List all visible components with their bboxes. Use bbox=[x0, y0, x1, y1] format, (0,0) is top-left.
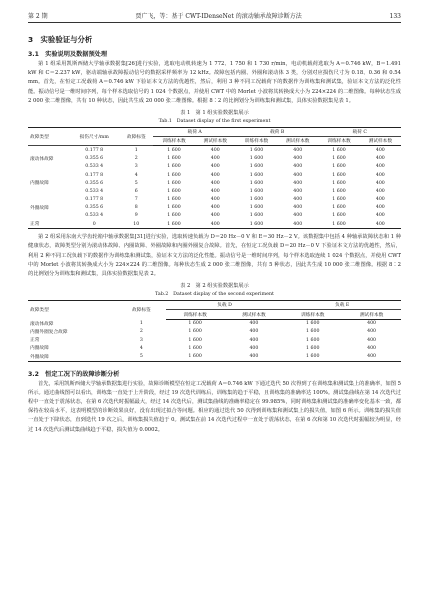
table1-header-fault: 故障类型 bbox=[28, 128, 69, 146]
table1-cell-size: 0.533 4 bbox=[85, 188, 104, 194]
table-row bbox=[28, 155, 401, 163]
table1-header-train: 训练样本数 bbox=[236, 137, 277, 146]
table2-cell-e-test: 400 bbox=[367, 337, 377, 343]
table1-header-test: 测试样本数 bbox=[277, 137, 318, 146]
table1-cell-b-test: 400 bbox=[293, 172, 303, 178]
section-title: 3 实验验证与分析 bbox=[28, 35, 93, 44]
table1-cell-b-train: 1 600 bbox=[249, 188, 264, 194]
table1-cell-b-test: 400 bbox=[293, 180, 303, 186]
table2-caption-cn: 表 2 第 2 组实验数据集展示 bbox=[180, 283, 249, 290]
table1-cell-size: 0.355 6 bbox=[85, 205, 104, 211]
table1-cell-b-test: 400 bbox=[293, 164, 303, 170]
table1-cell-size: 0.355 6 bbox=[85, 156, 104, 162]
table1-cell-label: 6 bbox=[134, 188, 138, 194]
table1-cell-fault bbox=[28, 171, 69, 179]
table1-cell-fault bbox=[28, 163, 69, 171]
table1-cell-b-test: 400 bbox=[293, 213, 303, 219]
table2-cell-label: 2 bbox=[139, 329, 143, 335]
subsection-title-3-1: 3.1 实验说明及数据预处理 bbox=[28, 51, 108, 58]
table-row bbox=[28, 328, 401, 336]
table1-cell-a-test: 400 bbox=[210, 172, 220, 178]
table1-cell-a-train: 1 600 bbox=[167, 221, 181, 227]
table1-cell-label: 3 bbox=[134, 164, 138, 170]
table1-cell-b-train: 1 600 bbox=[249, 197, 264, 203]
table1-cell-size: 0.533 4 bbox=[85, 213, 104, 219]
table1-cell-c-test: 400 bbox=[375, 213, 385, 219]
table2-cell-e-test: 400 bbox=[367, 345, 377, 351]
table1-cell-label: 5 bbox=[134, 180, 138, 186]
table2-cell-label: 5 bbox=[139, 354, 143, 359]
table1-cell-size: 0.533 4 bbox=[85, 164, 104, 170]
table-row bbox=[28, 212, 401, 220]
table2 bbox=[28, 300, 401, 361]
table2-cell-e-test: 400 bbox=[367, 329, 377, 335]
table1-cell-c-test: 400 bbox=[375, 188, 385, 194]
table-row bbox=[28, 336, 401, 344]
table2-cell-e-train: 1 600 bbox=[306, 321, 320, 327]
table1-cell-a-test: 400 bbox=[210, 188, 220, 194]
table1-cell-a-test: 400 bbox=[210, 147, 220, 153]
table1-cell-a-test: 400 bbox=[210, 164, 220, 170]
table1-header-size: 损伤尺寸/mm bbox=[69, 128, 119, 146]
running-header bbox=[28, 0, 401, 23]
table2-header-test: 测试样本数 bbox=[225, 310, 284, 319]
table1-cell-c-train: 1 600 bbox=[332, 221, 346, 227]
table1-cell-b-train: 1 600 bbox=[249, 213, 264, 219]
table2-header-label: 故障标签 bbox=[131, 308, 151, 314]
table1-cell-b-train: 1 600 bbox=[249, 180, 264, 186]
table1-cell-c-test: 400 bbox=[375, 205, 385, 211]
table-row bbox=[28, 344, 401, 352]
table1-cell-b-train: 1 600 bbox=[249, 205, 264, 211]
paragraph-dataset-1: 第 1 组采用凯斯西储大学轴承数据集[26]进行实验，选取电动机转速为 1 772、1 750 和 1 730 r/min，电动机载荷选取为 A＝0.746 kW，B＝1.491 kW 和 C＝2.237 kW，驱动端轴承故障振动信号的数据采样频率为 12 kHz。故障包括内圈、外圈和滚动体 3 类，分别对应损伤尺寸为 0.18、0.36 和 0.54 mm。首先，在恒定工况载荷 A＝0.746 kW 下验证本文方法的优越性，然后，利用 3 种不同工况载荷下的数据作为训练集和测试集，验证本文方法的泛化性能。振动信号是一维时间序列，每个样本选取信号的 1 024 个数据点，并使用 CWT 中的 Morlet 小波将其转换成大小为 224×224 的二维图像。每种状态生成 2 000 张二维图像，共有 10 种状态，因此共生成 20 000 张二维图像。根据 8∶2 的比例划分为训练集和测试集，具体实验数据集见表 1。 bbox=[28, 61, 401, 104]
table1-cell-fault bbox=[28, 146, 69, 155]
table1-cell-label: 9 bbox=[134, 213, 138, 219]
table2-cell-e-test: 400 bbox=[367, 354, 377, 359]
table1-cell-b-train: 1 600 bbox=[249, 147, 264, 153]
table2-cell-fault: 外圈故障 bbox=[30, 354, 49, 360]
table1 bbox=[28, 127, 401, 229]
table1-cell-a-train: 1 600 bbox=[167, 147, 181, 153]
table1-header-test: 测试样本数 bbox=[195, 137, 236, 146]
table2-cell-fault: 滚动体故障 bbox=[30, 321, 54, 327]
table1-header-test: 测试样本数 bbox=[360, 137, 401, 146]
table2-cell-label: 3 bbox=[139, 337, 143, 343]
table2-header-test: 测试样本数 bbox=[342, 310, 401, 319]
table1-header-label: 故障标签 bbox=[119, 128, 153, 146]
table1-cell-size: 0.177 8 bbox=[85, 172, 104, 178]
table2-header-load: 负载 D bbox=[166, 301, 284, 310]
table1-cell-c-train: 1 600 bbox=[332, 147, 346, 153]
table-row bbox=[28, 163, 401, 171]
table1-cell-a-test: 400 bbox=[210, 205, 220, 211]
table1-cell-b-train: 1 600 bbox=[249, 172, 264, 178]
table-row bbox=[28, 146, 401, 155]
table1-cell-label: 8 bbox=[134, 205, 138, 211]
table-row bbox=[28, 204, 401, 212]
table2-cell-d-train: 1 600 bbox=[188, 329, 202, 335]
table1-cell-c-train: 1 600 bbox=[332, 164, 346, 170]
table1-cell-c-train: 1 600 bbox=[332, 172, 346, 178]
table2-cell-fault: 正常 bbox=[30, 338, 40, 344]
table1-cell-c-test: 400 bbox=[375, 197, 385, 203]
table2-cell-d-test: 400 bbox=[249, 321, 259, 327]
table1-cell-a-train: 1 600 bbox=[167, 205, 181, 211]
table1-cell-fault: 正常 bbox=[30, 222, 40, 228]
table1-cell-a-test: 400 bbox=[210, 213, 220, 219]
table1-cell-fault: 内圈故障 bbox=[30, 181, 49, 187]
table2-header-load: 负载 E bbox=[283, 301, 401, 310]
table-row bbox=[28, 171, 401, 179]
table2-cell-e-train: 1 600 bbox=[306, 354, 320, 359]
table1-cell-label: 10 bbox=[133, 221, 140, 227]
table2-cell-d-test: 400 bbox=[249, 345, 259, 351]
table1-cell-a-test: 400 bbox=[210, 221, 220, 227]
table1-header-load: 载荷 A bbox=[153, 128, 236, 137]
table2-cell-d-train: 1 600 bbox=[188, 337, 202, 343]
table1-cell-fault bbox=[28, 212, 69, 220]
table1-cell-a-test: 400 bbox=[210, 156, 220, 162]
table1-cell-b-train: 1 600 bbox=[249, 164, 264, 170]
table1-cell-a-train: 1 600 bbox=[167, 180, 181, 186]
table1-cell-b-test: 400 bbox=[293, 197, 303, 203]
table1-cell-fault: 外圈故障 bbox=[30, 205, 49, 211]
table1-cell-size: 0 bbox=[92, 221, 96, 227]
table1-cell-b-train: 1 600 bbox=[249, 221, 264, 227]
table2-cell-d-train: 1 600 bbox=[188, 354, 202, 359]
table1-header-load: 载荷 B bbox=[236, 128, 319, 137]
table2-cell-label: 1 bbox=[139, 321, 143, 326]
paragraph-constant-condition: 首先，采用凯斯西储大学轴承数据集进行实验，故障诊断模型在恒定工况载荷 A＝0.746 kW 下通过迭代 50 次得到了在训练集和测试集上的准确率，如图 5 所示。通过曲线图可以看出，训练集一直处于上升阶段，经过 19 次迭代训练后，训练集的趋于平稳，且训练集的准确率达 100%。测试集曲线在第 14 次迭代过程中一直处于震荡状态，在第 6 次迭代时振幅最大，经过 14 次迭代后，测试集曲线的准确率稳定在 99.985%，同时训练集和测试集的准确率变化基本一致，都保持在较高水平，这表明模型的诊断效果良好，没有出现过拟合等问题。相应的通过迭代 50 次得到训练集和测试集上的损失值，如图 6 所示。训练集的损失值一直处于下降状态，直到迭代 19 次之后，训练集损失值趋于 0。测试集在前 14 次迭代过程中一直处于震荡状态，在第 6 次和第 10 次迭代时振幅较为明显，经过 14 次迭代后测试集曲线趋于平稳，损失值为 0.0002。 bbox=[28, 380, 401, 433]
table1-cell-a-test: 400 bbox=[210, 180, 220, 186]
table1-cell-a-train: 1 600 bbox=[167, 164, 181, 170]
table1-cell-c-train: 1 600 bbox=[332, 188, 346, 194]
table2-cell-d-test: 400 bbox=[249, 329, 259, 335]
table2-cell-d-test: 400 bbox=[249, 354, 259, 359]
table1-cell-c-train: 1 600 bbox=[332, 205, 346, 211]
table1-cell-b-test: 400 bbox=[293, 147, 303, 153]
table1-cell-a-train: 1 600 bbox=[167, 188, 181, 194]
table2-cell-e-train: 1 600 bbox=[306, 329, 320, 335]
table1-cell-b-test: 400 bbox=[293, 205, 303, 211]
table1-header-train: 训练样本数 bbox=[318, 137, 359, 146]
table1-cell-c-train: 1 600 bbox=[332, 213, 346, 219]
table2-caption-en: Tab.2 Dataset display of the second experiment bbox=[155, 292, 274, 298]
page-number: 133 bbox=[389, 13, 401, 20]
table1-caption-en: Tab.1 Dataset display of the first experiment bbox=[158, 119, 271, 125]
table1-cell-a-train: 1 600 bbox=[167, 156, 181, 162]
table1-cell-fault bbox=[28, 187, 69, 195]
table1-cell-a-train: 1 600 bbox=[167, 213, 181, 219]
table1-cell-c-test: 400 bbox=[375, 172, 385, 178]
table1-cell-label: 2 bbox=[134, 156, 138, 162]
table1-cell-size: 0.355 6 bbox=[85, 180, 104, 186]
table1-cell-b-test: 400 bbox=[293, 221, 303, 227]
table1-cell-c-test: 400 bbox=[375, 180, 385, 186]
table1-cell-b-test: 400 bbox=[293, 188, 303, 194]
table1-cell-fault bbox=[28, 196, 69, 204]
table2-cell-d-train: 1 600 bbox=[188, 345, 202, 351]
table1-cell-a-train: 1 600 bbox=[167, 197, 181, 203]
table2-cell-fault: 内圈故障 bbox=[30, 346, 49, 352]
table1-cell-fault: 滚动体故障 bbox=[30, 156, 54, 162]
paragraph-dataset-2: 第 2 组采用东南大学齿轮箱中轴承数据集[31]进行实验，选取转速负载为 D＝20 Hz－0 V 和 E＝30 Hz－2 V。该数据集中包括 4 种轴承故障状态和 1 种健康状态，故障类型分别为滚动体故障、内圈故障、外圈故障和内圈外圈复合故障。首先，在恒定工况负载 D＝20 Hz－0 V 下验证本文方法的优越性，然后，利用 2 种不同工况负载下的数据作为训练集和测试集，验证本文方法的泛化性能。振动信号是一维时间序列，每个样本选取连续 1 024 个数据点，并使用 CWT 中的 Morlet 小波将其转换成大小为 224×224 的二维图像。每种状态生成 2 000 张二维图像，共有 5 种状态，因此共生成 10 000 张二维图像。根据 8∶2 的比例划分为训练集和测试集，具体实验数据集见表 2。 bbox=[28, 234, 401, 278]
table1-header-load: 载荷 C bbox=[318, 128, 401, 137]
table1-cell-label: 4 bbox=[134, 172, 138, 178]
table2-header-train: 训练样本数 bbox=[283, 310, 342, 319]
running-title: 贾广飞，等：基于 CWT-IDenseNet 的滚动轴承故障诊断方法 bbox=[135, 13, 302, 20]
table2-header-train: 训练样本数 bbox=[166, 310, 225, 319]
table-row bbox=[28, 352, 401, 361]
table1-header-train: 训练样本数 bbox=[153, 137, 194, 146]
table2-header-fault: 故障类型 bbox=[30, 308, 49, 314]
table1-caption-cn: 表 1 第 1 组实验数据集展示 bbox=[180, 110, 249, 117]
table1-cell-c-test: 400 bbox=[375, 147, 385, 153]
table1-cell-c-test: 400 bbox=[375, 221, 385, 227]
table1-cell-c-train: 1 600 bbox=[332, 180, 346, 186]
table2-cell-e-test: 400 bbox=[367, 321, 377, 327]
table1-cell-c-train: 1 600 bbox=[332, 156, 346, 162]
table1-cell-label: 1 bbox=[134, 147, 138, 153]
table-row bbox=[28, 319, 401, 328]
table2-cell-e-train: 1 600 bbox=[306, 337, 320, 343]
table2-cell-label: 4 bbox=[139, 345, 143, 351]
table1-cell-size: 0.177 8 bbox=[85, 147, 104, 153]
table1-cell-a-train: 1 600 bbox=[167, 172, 181, 178]
table1-cell-size: 0.177 8 bbox=[85, 197, 104, 203]
table2-cell-d-train: 1 600 bbox=[188, 321, 202, 327]
table1-cell-c-train: 1 600 bbox=[332, 197, 346, 203]
table1-cell-a-test: 400 bbox=[210, 197, 220, 203]
table1-cell-c-test: 400 bbox=[375, 156, 385, 162]
table1-cell-b-train: 1 600 bbox=[249, 156, 264, 162]
table-row bbox=[28, 187, 401, 195]
subsection-title-3-2: 3.2 恒定工况下的故障诊断分析 bbox=[28, 370, 120, 378]
issue-number: 第 2 期 bbox=[28, 13, 48, 20]
table-row bbox=[28, 220, 401, 229]
table-row bbox=[28, 179, 401, 187]
table2-cell-fault: 内圈外圈复合故障 bbox=[30, 329, 68, 335]
table2-cell-d-test: 400 bbox=[249, 337, 259, 343]
table-row bbox=[28, 196, 401, 204]
table1-cell-label: 7 bbox=[134, 197, 138, 203]
table1-cell-c-test: 400 bbox=[375, 164, 385, 170]
table1-cell-b-test: 400 bbox=[293, 156, 303, 162]
table2-cell-e-train: 1 600 bbox=[306, 345, 320, 351]
